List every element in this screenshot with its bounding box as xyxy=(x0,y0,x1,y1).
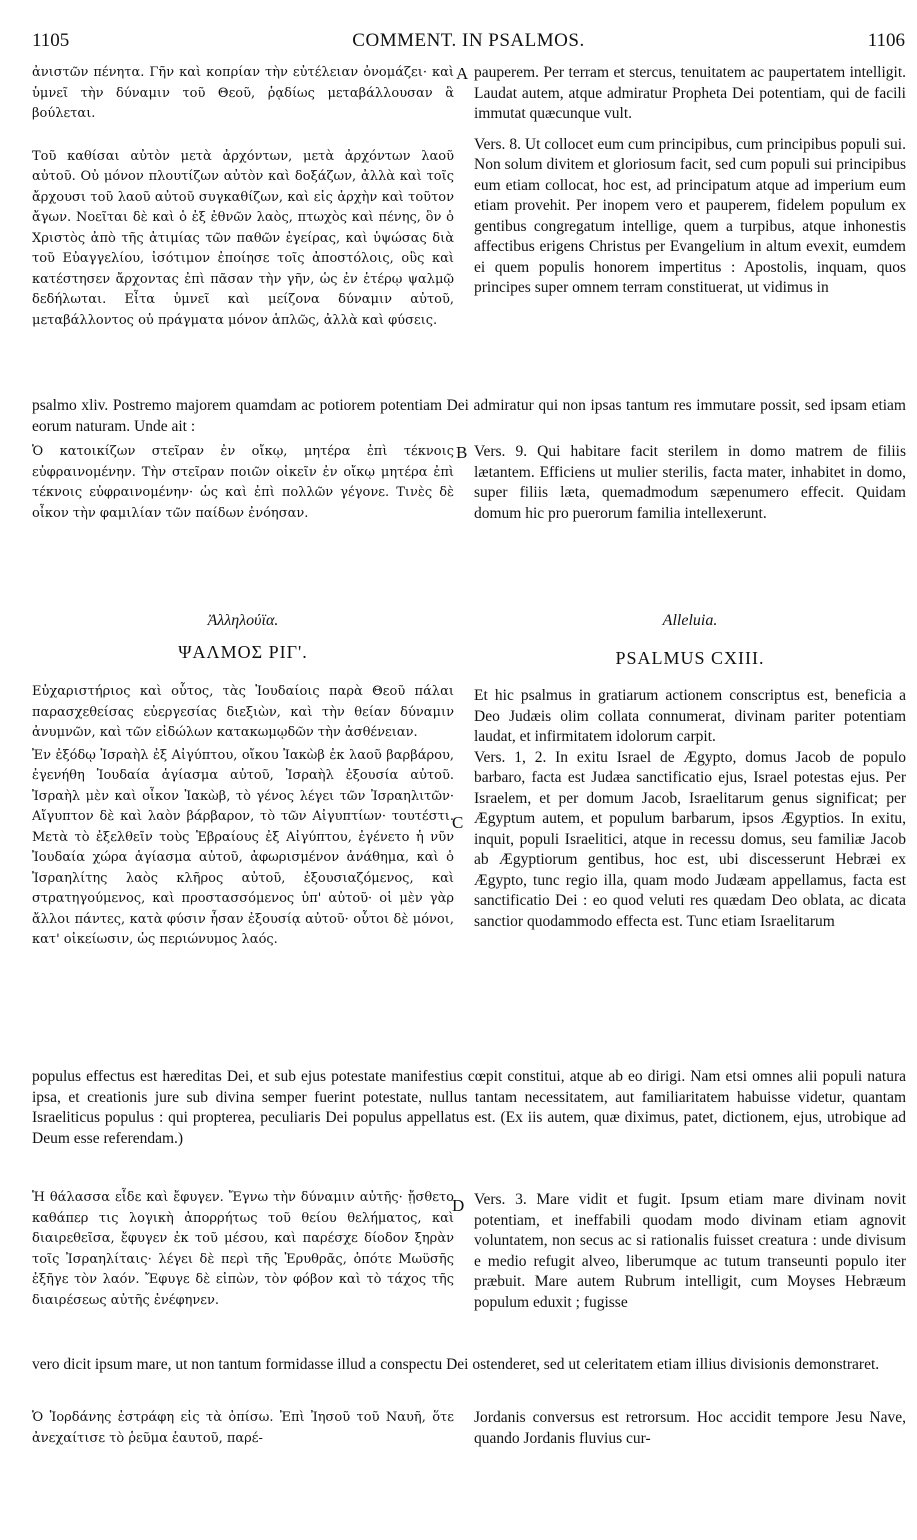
latin-paragraph: Vers. 3. Mare vidit et fugit. Ipsum etiam mare divinam novit potentiam, et ineffabili quodam modo divinam etiam agnovit voluntatem, non secus ac si rationalis fuisset creatura : unde divisum e medio refugit alveo, liberumque ac tutum transeunti populo iter præbuit. Mare autem Rubrum intelligit, cum Moyses Hebræum populum eduxit ; fugisse xyxy=(474,1191,906,1311)
latin-column-section-2 xyxy=(474,442,906,524)
full-width-paragraph: populus effectus est hæreditas Dei, et sub ejus potestate manifestius cœpit constitui, atque ab eo dirigi. Nam etsi omnes alii populi natura ipsa, et creationis jure sub divina semper fuerint potestate, nullus tantam necessitatem, aut familiaritatem habuisse videtur, quantam Israeliticus populus : qui propterea, peculiaris Dei populus appellatus est. (Ex iis autem, quæ diximus, patet, dictionem, ejus, utrobique ad Deum esse referendam.) xyxy=(32,1068,906,1147)
greek-paragraph: Ἡ θάλασσα εἶδε καὶ ἔφυγεν. Ἔγνω τὴν δύναμιν αὐτῆς· ᾔσθετο καθάπερ τις λογικὴ ἀπορρήτως τοῦ θείου θελήματος, καὶ διαιρεθεῖσα, ἔφυγεν ἐκ τοῦ μέσου, καὶ παρέσχε δίοδον ξηρὰν τοῖς Ἰσραηλίταις· λέγει δὲ περὶ τῆς Ἐρυθρᾶς, ὁπότε Μωϋσῆς ἐξῆγε τὸν λαόν. Ἔφυγε δὲ εἰπὼν, τὸν φόβον καὶ τὸ τάχος τῆς διαιρέσεως αὐτῆς ἐνέφηνεν. xyxy=(32,1190,454,1308)
greek-column-section-3 xyxy=(32,682,454,951)
greek-column-section-2 xyxy=(32,442,454,524)
greek-paragraph: Ὁ κατοικίζων στεῖραν ἐν οἴκῳ, μητέρα ἐπὶ τέκνοις εὐφραινομένην. Τὴν στεῖραν ποιῶν οἰκεῖν ἐν οἴκῳ μητέρα ἐπὶ τέκνοις εὐφραινομένην· ὡς καὶ ἐπὶ πολλῶν γέγονε. Τινὲς δὲ οἶκον τὴν φαμιλίαν τῶν παίδων ἐνόησαν. xyxy=(32,444,454,521)
latin-column-section-1 xyxy=(474,63,906,299)
greek-column-section-1 xyxy=(32,63,454,331)
full-width-paragraph: vero dicit ipsum mare, ut non tantum formidasse illud a conspectu Dei ostenderet, sed ut celeritatem etiam illius divisionis demonstraret. xyxy=(32,1356,880,1373)
greek-column-section-4 xyxy=(32,1188,454,1311)
latin-paragraph: Jordanis conversus est retrorsum. Hoc accidit tempore Jesu Nave, quando Jordanis fluvius cur- xyxy=(474,1409,906,1447)
full-width-text-3 xyxy=(32,1355,906,1376)
running-header xyxy=(32,30,905,54)
running-title: COMMENT. IN PSALMOS. xyxy=(352,30,585,51)
margin-marker-c: C xyxy=(452,813,464,832)
latin-paragraph: Et hic psalmus in gratiarum actionem conscriptus est, beneficia a Deo Judæis olim collata connumerat, divinam pariter potentiam laudat, et infirmitatem idolorum carpit. xyxy=(474,687,906,745)
latin-paragraph: Vers. 1, 2. In exitu Israel de Ægypto, domus Jacob de populo barbaro, facta est Judæa sanctificatio ejus, Israel potestas ejus. Per Israelem, et per domum Jacob, Israelitarum genus significat; per Ægyptum autem, et populum barbarum, ipsos Ægyptios. In exitu, inquit, populi Israelitici, atque in recessu domus, seu familiæ Jacob ab Ægyptiorum gentibus, hoc est, ubi discesserunt Hebræi ex Ægypto, tunc regio illa, quam modo Judæam appellamus, facta est sanctificatio Dei : eo quod veluti res quædam Deo oblata, ac dicata sanctior quodammodo effecta est. Tunc etiam Israelitarum xyxy=(474,748,906,930)
latin-column-section-5 xyxy=(474,1408,906,1449)
latin-alleluia-heading: Alleluia. xyxy=(662,612,718,629)
full-width-text-2 xyxy=(32,1067,906,1149)
greek-paragraph: Ἐν ἐξόδῳ Ἰσραὴλ ἐξ Αἰγύπτου, οἴκου Ἰακὼβ ἐκ λαοῦ βαρβάρου, ἐγενήθη Ἰουδαία ἁγίασμα αὐτοῦ, Ἰσραὴλ ἐξουσία αὐτοῦ. Ἰσραὴλ μὲν καὶ οἶκον Ἰακὼβ, τὸ γένος λέγει τῶν Ἰσραηλιτῶν· Αἴγυπτον δὲ καὶ λαὸν βάρβαρον, τὸ τῶν Αἰγυπτίων· τουτέστι. Μετὰ τὸ ἐξελθεῖν τοὺς Ἑβραίους ἐξ Αἰγύπτου, ἐγένετο ἡ νῦν Ἰουδαία χώρα ἁγίασμα αὐτοῦ, ἀφωρισμένον ἀνάθημα, καὶ ὁ Ἰσραηλίτης λαὸς κλῆρος αὐτοῦ, ἐξουσιαζόμενος, καὶ στρατηγούμενος, καὶ προστασσόμενος ὑπ' αὐτοῦ· οἱ μὲν γὰρ ἄλλοι πάντες, κατὰ φύσιν ἦσαν ἐξουσίᾳ αὐτοῦ· οὗτοι δὲ μόνοι, κατ' οἰκείωσιν, ὡς περιώνυμος λαός. xyxy=(32,747,454,947)
full-width-text-1 xyxy=(32,396,906,437)
margin-marker-d: D xyxy=(452,1196,465,1215)
page-number-left: 1105 xyxy=(32,30,70,51)
greek-column-section-5 xyxy=(32,1408,454,1449)
margin-marker-b: B xyxy=(456,443,468,462)
latin-paragraph: Vers. 8. Ut collocet eum cum principibus, cum principibus populi sui. Non solum divitem et gloriosum facit, sed cum populi sui principibus eum etiam collocat, hoc est, ad principatum atque ad imperium eum etiam provehit. Per inopem vero et pauperem, fidelem populum ex gentibus congregatum intellige, quem a turpibus, atque inhonestis affectibus erigens Christus per Evangelium in altum evexit, eumdem ei quem populis honorem impertitus : Apostolis, inquam, quos principes super omnem terram constituerat, ut vidimus in xyxy=(474,135,906,296)
margin-marker-a: A xyxy=(456,64,469,83)
page-number-right: 1106 xyxy=(867,30,905,51)
latin-paragraph: Vers. 9. Qui habitare facit sterilem in domo matrem de filiis lætantem. Efficiens ut mulier sterilis, facta mater, inhabitet in domo, super filiis læta, quemadmodum sæpenumero effecit. Quidam domum hic pro puerorum familia intellexerunt. xyxy=(474,443,906,522)
latin-column-section-3 xyxy=(474,686,906,932)
full-width-paragraph: psalmo xliv. Postremo majorem quamdam ac potiorem potentiam Dei admiratur qui non ipsas tantum res immutare possit, sed ipsam etiam eorum naturam. Unde ait : xyxy=(32,397,906,435)
latin-paragraph: pauperem. Per terram et stercus, tenuitatem ac paupertatem intelligit. Laudat autem, atque admiratur Propheta Dei potentiam, qui de facili immutat quæcunque vult. xyxy=(474,64,906,122)
greek-paragraph: Τοῦ καθίσαι αὐτὸν μετὰ ἀρχόντων, μετὰ ἀρχόντων λαοῦ αὐτοῦ. Οὐ μόνον πλουτίζων αὐτὸν καὶ δοξάζων, ἀλλὰ καὶ τοῖς ἄρχουσι τοῦ λαοῦ αὐτοῦ συγκαθίζων, καὶ εἰς ἀρχὴν καὶ τοῦτον ἄγων. Νοεῖται δὲ καὶ ὁ ἐξ ἐθνῶν λαὸς, πτωχὸς καὶ πένης, ὃν ὁ Χριστὸς ἀπὸ τῆς ἀτιμίας τῶν παθῶν ἐγείρας, καὶ ὑψώσας διὰ τοῦ Εὐαγγελίου, ἰσότιμον ἐποίησε τοῖς ἀποστόλοις, οὓς καὶ κατέστησεν ἄρχοντας ἐπὶ πᾶσαν τὴν γῆν, ὡς ἐν ἑτέρῳ ψαλμῷ δεδήλωται. Εἶτα ὑμνεῖ καὶ μείζονα δύναμιν αὐτοῦ, μεταβάλλοντος οὐ πράγματα μόνον ἁπλῶς, ἀλλὰ καὶ φύσεις. xyxy=(32,148,454,328)
greek-paragraph: Εὐχαριστήριος καὶ οὗτος, τὰς Ἰουδαίοις παρὰ Θεοῦ πάλαι παρασχεθείσας εὐεργεσίας διεξιὼν, καὶ τὴν θείαν δύναμιν ἀνυμνῶν, καὶ τῶν εἰδώλων κατακωμῳδῶν τὴν ἀσθένειαν. xyxy=(32,684,454,740)
greek-paragraph: Ὁ Ἰορδάνης ἐστράφη εἰς τὰ ὀπίσω. Ἐπὶ Ἰησοῦ τοῦ Ναυῆ, ὅτε ἀνεχαίτισε τὸ ῥεῦμα ἑαυτοῦ, παρέ- xyxy=(32,1410,454,1446)
greek-alleluia-heading: Ἀλληλούϊα. xyxy=(207,612,279,629)
latin-psalm-heading: PSALMUS CXIII. xyxy=(615,648,765,668)
greek-psalm-heading: ΨΑΛΜΟΣ ΡΙΓ'. xyxy=(178,642,308,662)
latin-column-section-4 xyxy=(474,1190,906,1313)
greek-paragraph: ἀνιστῶν πένητα. Γῆν καὶ κοπρίαν τὴν εὐτέλειαν ὀνομάζει· καὶ ὑμνεῖ τὴν δύναμιν τοῦ Θεοῦ, ῥᾳδίως μεταβάλλουσαν ἃ βούλεται. xyxy=(32,65,454,121)
